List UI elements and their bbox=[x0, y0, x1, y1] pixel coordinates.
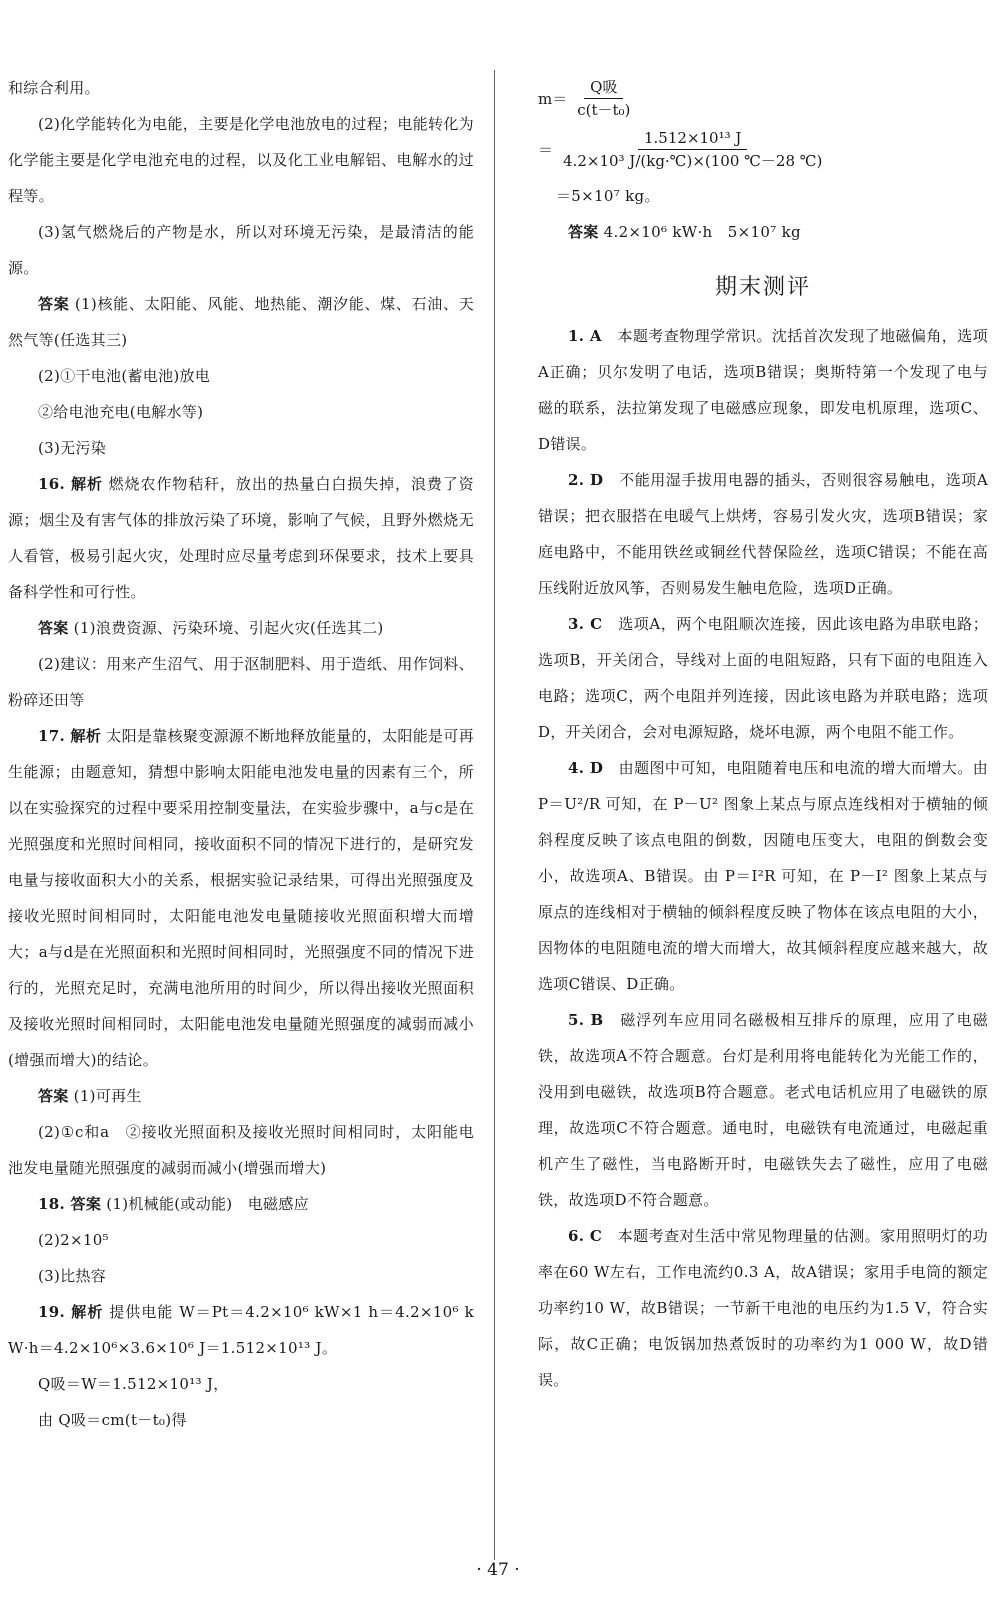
right-paragraph bbox=[538, 318, 988, 462]
item-label: 1. A bbox=[568, 327, 602, 345]
left-paragraph bbox=[8, 1114, 474, 1186]
item-label: 6. C bbox=[568, 1227, 603, 1245]
paragraph-text: 太阳是靠核聚变源源不断地释放能量的，太阳能是可再生能源；由题意知，猜想中影响太阳能电池发电量的因素有三个，所以在实验探究的过程中要采用控制变量法，在实验步骤中，a与c是在光照强度和光照时间相同，接收面积不同的情况下进行的，是研究发电量与接收面积大小的关系，根据实验记录结果，可得出光照强度及接收光照时间相同时，太阳能电池发电量随接收光照面积增大而增大；a与d是在光照面积和光照时间相同时，光照强度不同的情况下进行的，光照充足时，充满电池所用的时间少，所以得出接收光照面积及接收光照时间相同时，太阳能电池发电量随光照强度的减弱而减小(增强而增大)的结论。 bbox=[8, 727, 474, 1069]
paragraph-text: (2)①c和a ②接收光照面积及接收光照时间相同时，太阳能电池发电量随光照强度的减弱而减小(增强而增大) bbox=[8, 1123, 474, 1177]
mass-fraction-numerator: Q吸 bbox=[584, 76, 623, 99]
paragraph-text: (2)2×10⁵ bbox=[38, 1231, 109, 1249]
substitution-numerator: 1.512×10¹³ J bbox=[638, 127, 747, 150]
right-paragraph bbox=[538, 1002, 988, 1218]
left-paragraph bbox=[8, 1222, 474, 1258]
left-paragraph bbox=[8, 430, 474, 466]
paragraph-text: 燃烧农作物秸秆，放出的热量白白损失掉，浪费了资源；烟尘及有害气体的排放污染了环境，影响了气候，且野外燃烧无人看管，极易引起火灾，处理时应尽量考虑到环保要求，技术上要具备科学性和可行性。 bbox=[8, 475, 474, 601]
section-title: 期末测评 bbox=[714, 275, 811, 300]
mass-fraction bbox=[571, 76, 636, 121]
left-paragraph bbox=[8, 70, 474, 106]
mass-formula-lhs: m＝ bbox=[538, 89, 568, 108]
paragraph-text: (2)化学能转化为电能，主要是化学电池放电的过程；电能转化为化学能主要是化学电池充电的过程，以及化工业电解铝、电解水的过程等。 bbox=[8, 115, 474, 205]
paragraph-text: (3)无污染 bbox=[38, 439, 107, 457]
paragraph-text: ②给电池充电(电解水等) bbox=[38, 403, 204, 421]
paragraph-text: 由题图中可知，电阻随着电压和电流的增大而增大。由 P＝U²/R 可知，在 P－U² 图象上某点与原点连线相对于横轴的倾斜程度反映了该点电阻的倒数，因随电压变大，电阻的倒数会变小，故选项A、B错误。由 P＝I²R 可知，在 P－I² 图象上某点与原点的连线相对于横轴的倾斜程度反映了物体在该点电阻的大小，因物体的电阻随电流的增大而增大，故其倾斜程度应越来越大，故选项C错误、D正确。 bbox=[538, 759, 988, 993]
left-paragraph bbox=[8, 1258, 474, 1294]
item-label: 答案 bbox=[38, 619, 69, 637]
paragraph-text: (1)浪费资源、污染环境、引起火灾(任选其二) bbox=[68, 619, 384, 637]
item-label: 18. 答案 bbox=[38, 1195, 102, 1213]
left-paragraph bbox=[8, 610, 474, 646]
right-paragraph bbox=[538, 606, 988, 750]
left-paragraph bbox=[8, 358, 474, 394]
item-label: 5. B bbox=[568, 1011, 604, 1029]
left-paragraph bbox=[8, 646, 474, 718]
column-divider bbox=[494, 70, 495, 1560]
paragraph-text: 提供电能 W＝Pt＝4.2×10⁶ kW×1 h＝4.2×10⁶ kW·h＝4.2×10⁶×3.6×10⁶ J＝1.512×10¹³ J。 bbox=[8, 1303, 474, 1357]
item-label: 16. 解析 bbox=[38, 475, 103, 493]
mass-substitution bbox=[538, 127, 988, 172]
left-paragraph bbox=[8, 1294, 474, 1366]
paragraph-text: (1)核能、太阳能、风能、地热能、潮汐能、煤、石油、天然气等(任选其三) bbox=[8, 295, 474, 349]
mass-fraction-denominator: c(t－t₀) bbox=[577, 101, 631, 119]
page-number: · 47 · bbox=[476, 1560, 520, 1580]
item-label: 3. C bbox=[568, 615, 603, 633]
left-paragraph bbox=[8, 1078, 474, 1114]
item-label: 17. 解析 bbox=[38, 727, 102, 745]
answer-19 bbox=[538, 214, 988, 250]
final-test-answers bbox=[538, 318, 988, 1398]
item-label: 答案 bbox=[38, 295, 70, 313]
item-label: 4. D bbox=[568, 759, 604, 777]
left-paragraph bbox=[8, 1366, 474, 1402]
left-paragraph bbox=[8, 286, 474, 358]
substitution-fraction bbox=[557, 127, 828, 172]
paragraph-text: (1)机械能(或动能) 电磁感应 bbox=[101, 1195, 309, 1213]
right-paragraph bbox=[538, 750, 988, 1002]
answer-label: 答案 bbox=[568, 223, 599, 241]
paragraph-text: (1)可再生 bbox=[68, 1087, 142, 1105]
mass-substitution-lhs: ＝ bbox=[538, 140, 554, 159]
paragraph-text: (2)建议：用来产生沼气、用于沤制肥料、用于造纸、用作饲料、粉碎还田等 bbox=[8, 655, 474, 709]
paragraph-text: 选项A，两个电阻顺次连接，因此该电路为串联电路；选项B，开关闭合，导线对上面的电阻短路，只有下面的电阻连入电路；选项C，两个电阻并列连接，因此该电路为并联电路；选项D，开关闭合，会对电源短路，烧坏电源，两个电阻不能工作。 bbox=[538, 615, 988, 741]
left-paragraph bbox=[8, 1402, 474, 1438]
right-paragraph bbox=[538, 462, 988, 606]
answer-text: 4.2×10⁶ kW·h 5×10⁷ kg bbox=[598, 223, 801, 241]
left-paragraph bbox=[8, 466, 474, 610]
paragraph-text: (2)①干电池(蓄电池)放电 bbox=[38, 367, 211, 385]
paragraph-text: 不能用湿手拔用电器的插头，否则很容易触电，选项A错误；把衣服搭在电暖气上烘烤，容易引发火灾，选项B错误；家庭电路中，不能用铁丝或铜丝代替保险丝，选项C错误；不能在高压线附近放风筝，否则易发生触电危险，选项D正确。 bbox=[538, 471, 988, 597]
paragraph-text: 和综合利用。 bbox=[8, 79, 100, 97]
paragraph-text: 本题考查对生活中常见物理量的估测。家用照明灯的功率在60 W左右，工作电流约0.3 A，故A错误；家用手电筒的额定功率约10 W，故B错误；一节新干电池的电压约为1.5 V，符合实际，故C正确；电饭锅加热煮饭时的功率约为1 000 W，故D错误。 bbox=[538, 1227, 988, 1389]
item-label: 2. D bbox=[568, 471, 604, 489]
left-paragraph bbox=[8, 394, 474, 430]
right-paragraph bbox=[538, 1218, 988, 1398]
right-column bbox=[538, 70, 988, 1398]
mass-result: ＝5×10⁷ kg。 bbox=[556, 187, 660, 205]
paragraph-text: (3)比热容 bbox=[38, 1267, 107, 1285]
paragraph-text: 由 Q吸＝cm(t－t₀)得 bbox=[38, 1411, 187, 1429]
paragraph-text: (3)氢气燃烧后的产物是水，所以对环境无污染，是最清洁的能源。 bbox=[8, 223, 474, 277]
mass-formula bbox=[538, 76, 988, 121]
left-paragraph bbox=[8, 214, 474, 286]
paragraph-text: Q吸＝W＝1.512×10¹³ J， bbox=[38, 1375, 229, 1393]
item-label: 答案 bbox=[38, 1087, 69, 1105]
substitution-denominator: 4.2×10³ J/(kg·℃)×(100 ℃－28 ℃) bbox=[563, 152, 823, 170]
left-paragraph bbox=[8, 718, 474, 1078]
left-column bbox=[8, 70, 474, 1438]
paragraph-text: 本题考查物理学常识。沈括首次发现了地磁偏角，选项A正确；贝尔发明了电话，选项B错误；奥斯特第一个发现了电与磁的联系，法拉第发现了电磁感应现象，即发电机原理，选项C、D错误。 bbox=[538, 327, 988, 453]
paragraph-text: 磁浮列车应用同名磁极相互排斥的原理，应用了电磁铁，故选项A不符合题意。台灯是利用将电能转化为光能工作的，没用到电磁铁，故选项B符合题意。老式电话机应用了电磁铁的原理，故选项C不符合题意。通电时，电磁铁有电流通过，电磁起重机产生了磁性，当电路断开时，电磁铁失去了磁性，应用了电磁铁，故选项D不符合题意。 bbox=[538, 1011, 988, 1209]
item-label: 19. 解析 bbox=[38, 1303, 104, 1321]
left-paragraph bbox=[8, 106, 474, 214]
left-paragraph bbox=[8, 1186, 474, 1222]
